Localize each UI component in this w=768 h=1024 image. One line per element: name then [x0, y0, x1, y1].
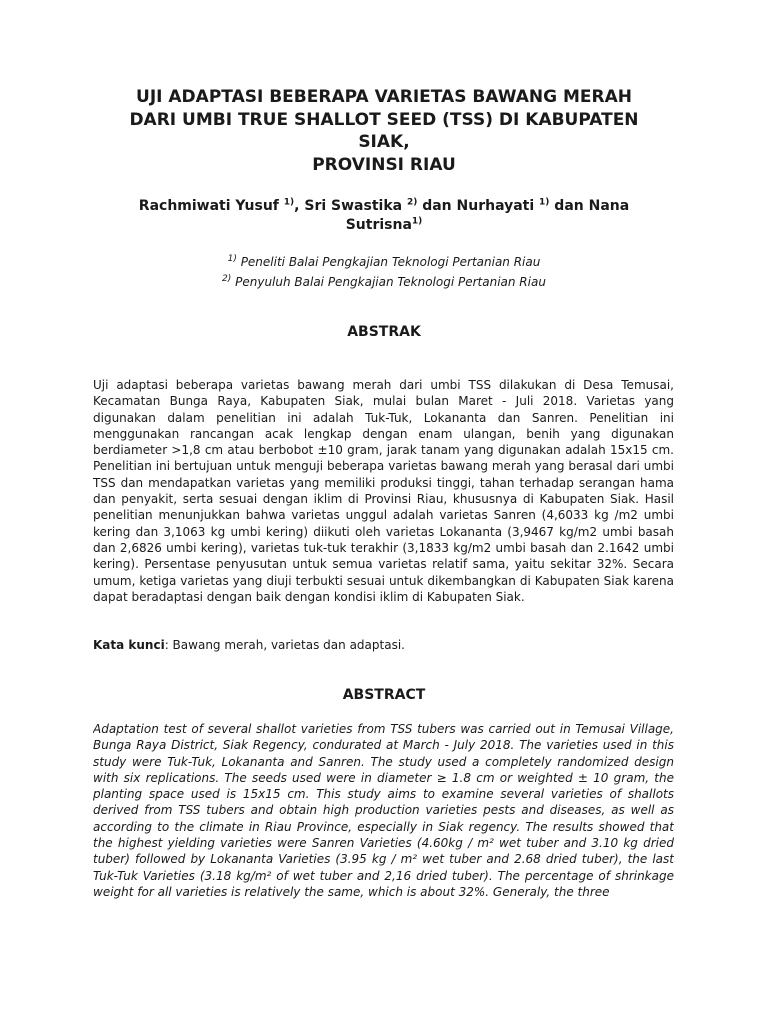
- author-affiliation-mark: 2): [406, 197, 418, 208]
- title-line-4: PROVINSI RIAU: [312, 154, 456, 175]
- abstract-heading: ABSTRACT: [342, 687, 426, 703]
- author-affiliation-mark: 1): [539, 197, 550, 208]
- paper-title: [100, 86, 668, 176]
- author-name: Rachmiwati Yusuf: [138, 198, 284, 214]
- author-name: , Sri Swastika: [294, 198, 407, 214]
- abstrak-heading: ABSTRAK: [347, 324, 421, 340]
- keywords-line: [93, 637, 674, 653]
- affiliation-text: Peneliti Balai Pengkajian Teknologi Pertanian Riau: [236, 255, 541, 269]
- keywords-text: : Bawang merah, varietas dan adaptasi.: [164, 638, 405, 652]
- affiliation-2: [100, 274, 668, 290]
- author-name: dan Nurhayati: [417, 198, 540, 214]
- author-list: [100, 197, 668, 235]
- affiliation-text: Penyuluh Balai Pengkajian Teknologi Pertanian Riau: [231, 275, 546, 289]
- title-line-2: DARI UMBI TRUE SHALLOT SEED (TSS) DI KABUPATEN: [129, 109, 639, 130]
- abstract-paragraph: Adaptation test of several shallot varieties from TSS tubers was carried out in Temusai Village, Bunga Raya District, Siak Regency, condurated at March - July 2018. The varieties used in this study were Tuk-Tuk, Lokananta and Sanren. The study used a completely randomized design with six replications. The seeds used were in diameter ≥ 1.8 cm or weighted ± 10 gram, the planting space used is 15x15 cm. This study aims to examine several varieties of shallots derived from TSS tubers and obtain high production varieties pests and diseases, as well as according to the climate in Riau Province, especially in Siak regency. The results showed that the highest yielding varieties were Sanren Varieties (4.60kg / m² wet tuber and 3.10 kg dried tuber) followed by Lokananta Varieties (3.95 kg / m² wet tuber and 2.68 dried tuber), the last Tuk-Tuk Varieties (3.18 kg/m² of wet tuber and 2,16 dried tuber). The percentage of shrinkage weight for all varieties is relatively the same, which is about 32%. Generaly, the three: [93, 722, 674, 899]
- affiliation-mark: 1): [227, 254, 237, 264]
- title-line-1: UJI ADAPTASI BEBERAPA VARIETAS BAWANG MERAH: [136, 87, 632, 107]
- author-name: dan Nana Sutrisna: [345, 198, 630, 233]
- affiliation-1: [100, 254, 668, 270]
- keywords-label: Kata kunci: [93, 638, 165, 652]
- author-affiliation-mark: 1): [411, 216, 423, 227]
- author-affiliation-mark: 1): [283, 197, 295, 208]
- affiliation-mark: 2): [222, 274, 232, 284]
- title-line-3: SIAK,: [358, 132, 410, 152]
- abstrak-paragraph: Uji adaptasi beberapa varietas bawang merah dari umbi TSS dilakukan di Desa Temusai, Kecamatan Bunga Raya, Kabupaten Siak, mulai bulan Maret - Juli 2018. Varietas yang digunakan dalam penelitian ini adalah Tuk-Tuk, Lokananta dan Sanren. Penelitian ini menggunakan rancangan acak lengkap dengan enam ulangan, benih yang digunakan berdiameter >1,8 cm atau berbobot ±10 gram, jarak tanam yang digunakan adalah 15x15 cm. Penelitian ini bertujuan untuk menguji beberapa varietas bawang merah yang berasal dari umbi TSS dan mendapatkan varietas yang memiliki produksi tinggi, tahan terhadap serangan hama dan penyakit, serta sesuai dengan iklim di Provinsi Riau, khususnya di Kabupaten Siak. Hasil penelitian menunjukkan bahwa varietas unggul adalah varietas Sanren (4,6033 kg /m2 umbi kering dan 3,1063 kg umbi kering) diikuti oleh varietas Lokananta (3,9467 kg/m2 umbi basah dan 2,6826 umbi kering), varietas tuk-tuk terakhir (3,1833 kg/m2 umbi basah dan 2.1642 umbi kering). Persentase penyusutan untuk semua varietas relatif sama, yaitu sekitar 32%. Secara umum, ketiga varietas yang diuji terbukti sesuai untuk dikembangkan di Kabupaten Siak karena dapat beradaptasi dengan baik dengan kondisi iklim di Kabupaten Siak.: [93, 378, 674, 604]
